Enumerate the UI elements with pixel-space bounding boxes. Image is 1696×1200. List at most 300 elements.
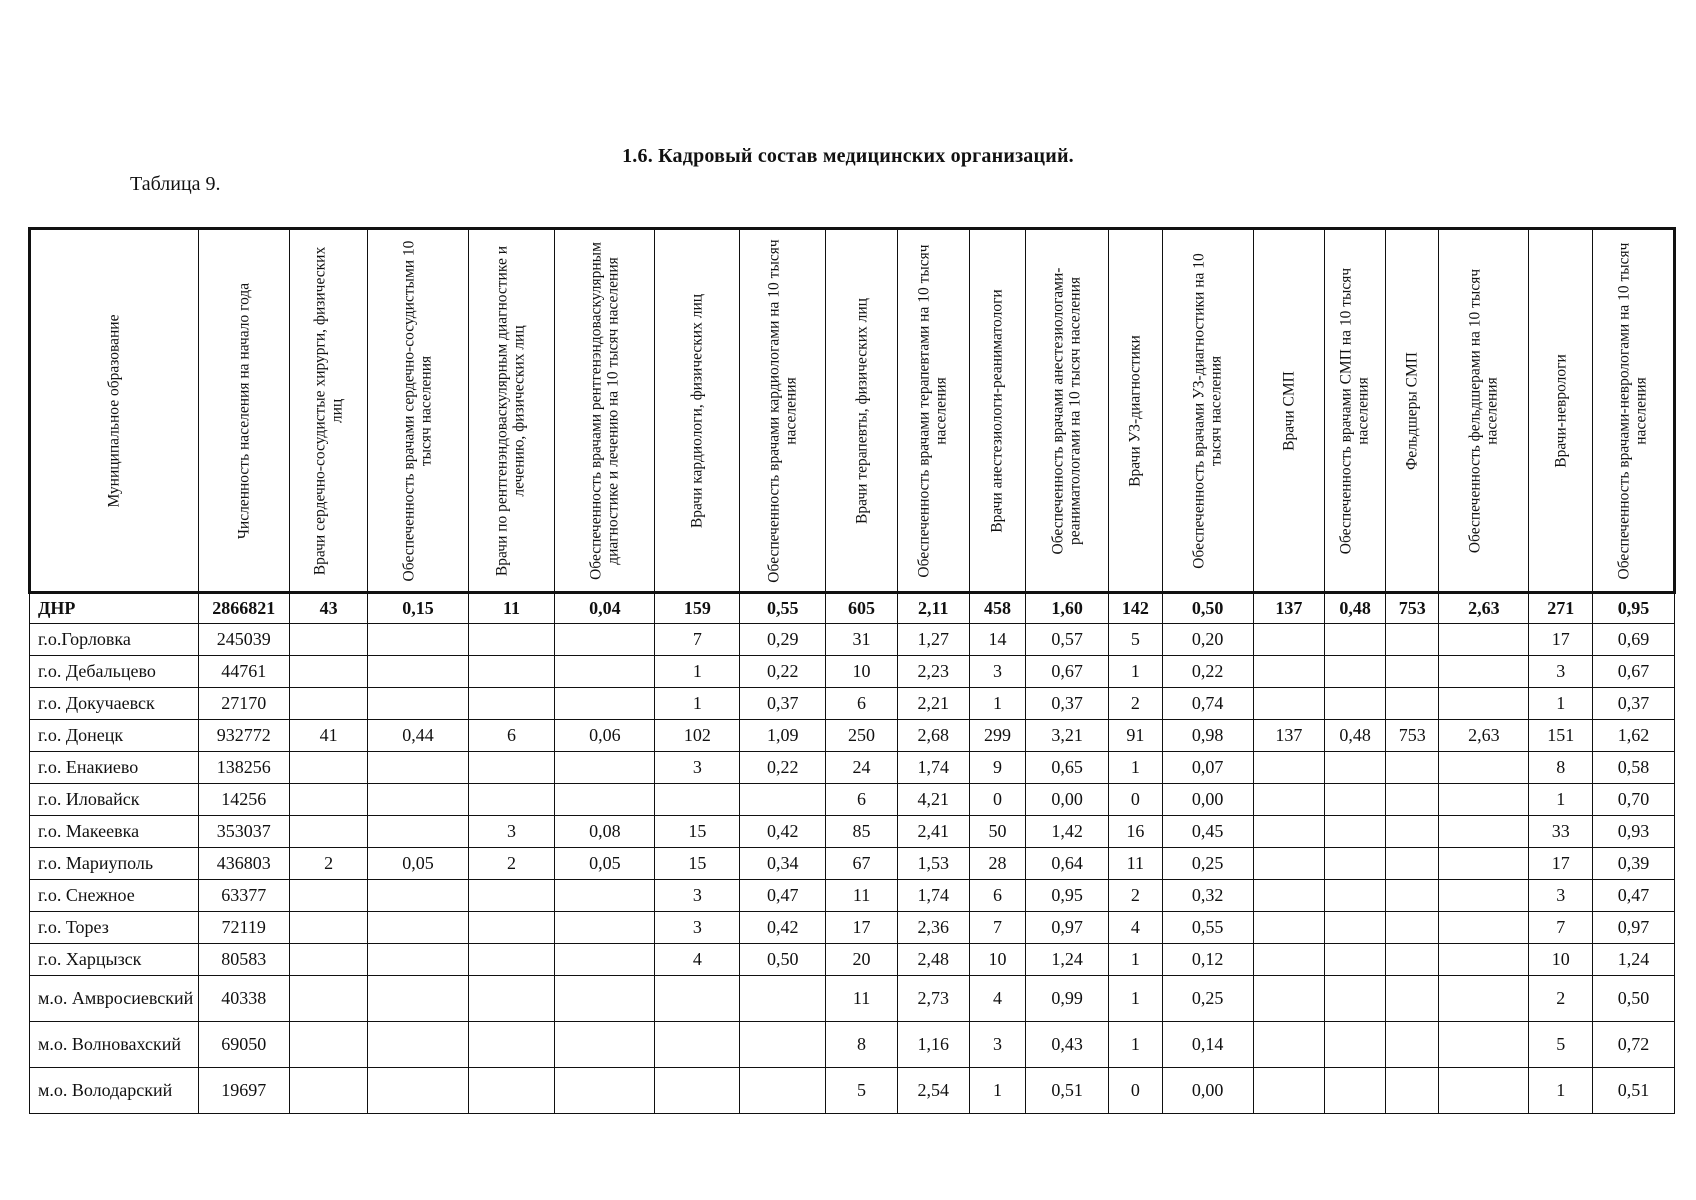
table-cell xyxy=(655,976,740,1022)
table-cell xyxy=(368,1068,468,1114)
column-header xyxy=(1325,229,1386,593)
table-row xyxy=(30,784,1675,816)
table-cell: 1,24 xyxy=(1026,944,1109,976)
table-cell xyxy=(1439,1068,1529,1114)
table-cell xyxy=(1385,944,1439,976)
table-cell xyxy=(1325,624,1386,656)
municipality-cell: г.о. Мариуполь xyxy=(30,848,199,880)
column-header xyxy=(969,229,1026,593)
table-cell: 85 xyxy=(826,816,898,848)
table-cell: 2,21 xyxy=(897,688,969,720)
table-cell: 0 xyxy=(1109,784,1163,816)
table-cell: 3 xyxy=(468,816,555,848)
municipality-cell: г.о. Торез xyxy=(30,912,199,944)
table-cell xyxy=(1439,944,1529,976)
column-header xyxy=(1439,229,1529,593)
table-cell: 2,48 xyxy=(897,944,969,976)
table-cell xyxy=(368,784,468,816)
table-cell: 31 xyxy=(826,624,898,656)
table-cell: 0,55 xyxy=(740,593,826,624)
table-cell: 2,41 xyxy=(897,816,969,848)
table-cell: 2,11 xyxy=(897,593,969,624)
table-cell xyxy=(468,880,555,912)
table-cell: 1 xyxy=(655,688,740,720)
table-cell xyxy=(740,784,826,816)
table-row xyxy=(30,880,1675,912)
table-cell: 15 xyxy=(655,816,740,848)
table-cell: 2,36 xyxy=(897,912,969,944)
table-cell xyxy=(555,656,655,688)
table-row-total xyxy=(30,593,1675,624)
table-cell xyxy=(1253,1068,1325,1114)
table-cell: 5 xyxy=(1109,624,1163,656)
table-cell: 2,68 xyxy=(897,720,969,752)
table-cell xyxy=(555,976,655,1022)
column-header xyxy=(740,229,826,593)
column-header-label: Врачи терапевты, физических лиц xyxy=(852,297,870,524)
table-cell xyxy=(1325,1068,1386,1114)
table-cell: 0,44 xyxy=(368,720,468,752)
column-header-label: Врачи кардиологи, физических лиц xyxy=(688,293,706,528)
table-cell xyxy=(468,976,555,1022)
table-cell xyxy=(1385,880,1439,912)
table-cell: 91 xyxy=(1109,720,1163,752)
table-cell xyxy=(1385,1022,1439,1068)
table-cell: 10 xyxy=(969,944,1026,976)
table-cell: 3 xyxy=(969,656,1026,688)
table-cell: 0,50 xyxy=(1593,976,1675,1022)
column-header xyxy=(1026,229,1109,593)
table-cell: 3 xyxy=(1529,656,1593,688)
column-header xyxy=(555,229,655,593)
table-cell: 353037 xyxy=(198,816,289,848)
table-row xyxy=(30,688,1675,720)
table-cell: 20 xyxy=(826,944,898,976)
table-cell: 151 xyxy=(1529,720,1593,752)
header-row xyxy=(30,229,1675,593)
table-cell: 63377 xyxy=(198,880,289,912)
table-cell: 3 xyxy=(655,912,740,944)
table-cell: 3 xyxy=(655,880,740,912)
table-cell: 299 xyxy=(969,720,1026,752)
table-cell: 50 xyxy=(969,816,1026,848)
column-header-municipality xyxy=(30,229,199,593)
staff-table xyxy=(28,227,1676,1114)
municipality-cell: ДНР xyxy=(30,593,199,624)
table-cell xyxy=(555,1068,655,1114)
table-cell xyxy=(1385,752,1439,784)
table-cell: 138256 xyxy=(198,752,289,784)
table-cell: 3 xyxy=(969,1022,1026,1068)
table-cell: 0,72 xyxy=(1593,1022,1675,1068)
column-header xyxy=(468,229,555,593)
table-cell: 0,97 xyxy=(1026,912,1109,944)
municipality-cell: г.о. Харцызск xyxy=(30,944,199,976)
table-cell: 17 xyxy=(1529,624,1593,656)
table-cell: 1,16 xyxy=(897,1022,969,1068)
table-cell xyxy=(468,688,555,720)
table-cell xyxy=(368,976,468,1022)
table-cell xyxy=(289,752,368,784)
table-cell: 10 xyxy=(826,656,898,688)
table-cell: 7 xyxy=(655,624,740,656)
table-cell: 4 xyxy=(655,944,740,976)
table-cell: 0,32 xyxy=(1162,880,1253,912)
table-cell xyxy=(1253,624,1325,656)
table-cell: 1 xyxy=(655,656,740,688)
table-cell xyxy=(289,688,368,720)
table-cell xyxy=(368,880,468,912)
table-cell: 9 xyxy=(969,752,1026,784)
table-cell xyxy=(1325,1022,1386,1068)
table-cell: 753 xyxy=(1385,720,1439,752)
table-cell: 0,67 xyxy=(1026,656,1109,688)
table-row xyxy=(30,816,1675,848)
table-cell: 0,48 xyxy=(1325,593,1386,624)
table-cell xyxy=(468,1068,555,1114)
table-cell: 1 xyxy=(1109,944,1163,976)
table-cell: 0,05 xyxy=(368,848,468,880)
table-cell: 0,12 xyxy=(1162,944,1253,976)
table-cell xyxy=(555,944,655,976)
table-cell: 4 xyxy=(1109,912,1163,944)
table-cell xyxy=(468,784,555,816)
table-cell: 0,37 xyxy=(740,688,826,720)
table-cell: 40338 xyxy=(198,976,289,1022)
table-cell: 28 xyxy=(969,848,1026,880)
table-cell xyxy=(1253,976,1325,1022)
table-cell: 0,99 xyxy=(1026,976,1109,1022)
table-cell: 14256 xyxy=(198,784,289,816)
table-cell: 2 xyxy=(289,848,368,880)
table-cell xyxy=(368,944,468,976)
table-cell: 24 xyxy=(826,752,898,784)
table-cell xyxy=(468,912,555,944)
table-cell: 0,67 xyxy=(1593,656,1675,688)
table-cell xyxy=(468,944,555,976)
table-cell xyxy=(289,1022,368,1068)
column-header-label: Обеспеченность фельдшерами на 10 тысяч населения xyxy=(1466,268,1501,553)
table-cell: 0,93 xyxy=(1593,816,1675,848)
table-row xyxy=(30,1022,1675,1068)
table-cell: 932772 xyxy=(198,720,289,752)
table-cell: 1,09 xyxy=(740,720,826,752)
table-cell xyxy=(468,1022,555,1068)
table-cell xyxy=(555,624,655,656)
table-cell xyxy=(555,752,655,784)
table-cell: 2 xyxy=(1109,880,1163,912)
table-cell: 0,37 xyxy=(1593,688,1675,720)
table-cell: 6 xyxy=(969,880,1026,912)
table-cell: 0,43 xyxy=(1026,1022,1109,1068)
table-cell xyxy=(1253,752,1325,784)
column-header-label: Врачи СМП xyxy=(1280,370,1298,451)
table-cell xyxy=(740,1068,826,1114)
table-cell xyxy=(289,1068,368,1114)
table-cell: 0,00 xyxy=(1026,784,1109,816)
table-header xyxy=(30,229,1675,593)
municipality-cell: г.о. Снежное xyxy=(30,880,199,912)
table-cell xyxy=(1385,1068,1439,1114)
column-header xyxy=(1529,229,1593,593)
table-cell: 11 xyxy=(826,880,898,912)
table-body xyxy=(30,593,1675,1114)
table-cell: 2,63 xyxy=(1439,593,1529,624)
column-header-label: Врачи сердечно-сосудистые хирурги, физических лиц xyxy=(311,246,346,575)
table-cell xyxy=(1385,784,1439,816)
table-cell: 436803 xyxy=(198,848,289,880)
table-row xyxy=(30,976,1675,1022)
table-cell: 69050 xyxy=(198,1022,289,1068)
table-cell: 0,00 xyxy=(1162,1068,1253,1114)
table-cell xyxy=(289,784,368,816)
table-cell: 250 xyxy=(826,720,898,752)
table-cell xyxy=(1325,784,1386,816)
table-cell: 8 xyxy=(826,1022,898,1068)
table-cell: 0,50 xyxy=(740,944,826,976)
table-cell xyxy=(468,624,555,656)
table-row xyxy=(30,912,1675,944)
table-cell xyxy=(368,912,468,944)
table-cell: 41 xyxy=(289,720,368,752)
table-cell xyxy=(289,912,368,944)
table-row xyxy=(30,624,1675,656)
municipality-cell: г.о. Макеевка xyxy=(30,816,199,848)
table-cell: 1,24 xyxy=(1593,944,1675,976)
table-cell: 0,95 xyxy=(1593,593,1675,624)
table-cell: 1 xyxy=(1109,752,1163,784)
column-header-label: Врачи УЗ-диагностики xyxy=(1126,334,1144,487)
table-cell xyxy=(468,752,555,784)
table-cell: 0,47 xyxy=(1593,880,1675,912)
table-cell xyxy=(555,688,655,720)
municipality-cell: г.о. Докучаевск xyxy=(30,688,199,720)
table-cell xyxy=(1253,944,1325,976)
table-cell: 1 xyxy=(1529,784,1593,816)
table-cell: 0,37 xyxy=(1026,688,1109,720)
table-cell xyxy=(368,624,468,656)
table-cell: 1 xyxy=(1529,1068,1593,1114)
table-cell xyxy=(1325,944,1386,976)
municipality-cell: г.о. Иловайск xyxy=(30,784,199,816)
table-cell: 0,64 xyxy=(1026,848,1109,880)
table-cell: 0,65 xyxy=(1026,752,1109,784)
table-cell: 8 xyxy=(1529,752,1593,784)
table-row xyxy=(30,848,1675,880)
table-cell: 458 xyxy=(969,593,1026,624)
table-cell: 2 xyxy=(1529,976,1593,1022)
table-cell: 0,25 xyxy=(1162,848,1253,880)
table-cell xyxy=(289,976,368,1022)
column-header-label: Обеспеченность врачами рентгенэндоваскулярным диагностике и лечению на 10 тысяч населения xyxy=(587,241,622,580)
table-cell: 2,54 xyxy=(897,1068,969,1114)
table-cell: 17 xyxy=(1529,848,1593,880)
table-cell: 2 xyxy=(1109,688,1163,720)
table-cell: 0,15 xyxy=(368,593,468,624)
table-cell: 159 xyxy=(655,593,740,624)
table-cell: 2,23 xyxy=(897,656,969,688)
table-cell xyxy=(1325,656,1386,688)
table-cell: 0,04 xyxy=(555,593,655,624)
table-cell: 7 xyxy=(1529,912,1593,944)
table-cell xyxy=(1385,656,1439,688)
table-cell: 0,34 xyxy=(740,848,826,880)
table-cell: 1,60 xyxy=(1026,593,1109,624)
table-cell: 1 xyxy=(1109,656,1163,688)
table-cell: 0,51 xyxy=(1026,1068,1109,1114)
table-cell: 0,55 xyxy=(1162,912,1253,944)
column-header-label: Муниципальное образование xyxy=(105,314,123,507)
column-header xyxy=(1593,229,1675,593)
table-cell xyxy=(555,880,655,912)
table-cell: 753 xyxy=(1385,593,1439,624)
table-cell: 16 xyxy=(1109,816,1163,848)
table-cell: 11 xyxy=(826,976,898,1022)
table-cell: 1 xyxy=(1529,688,1593,720)
column-header xyxy=(1253,229,1325,593)
table-cell: 0 xyxy=(1109,1068,1163,1114)
table-cell: 1 xyxy=(969,1068,1026,1114)
table-cell: 0 xyxy=(969,784,1026,816)
table-cell: 0,20 xyxy=(1162,624,1253,656)
municipality-cell: г.о.Горловка xyxy=(30,624,199,656)
table-cell: 33 xyxy=(1529,816,1593,848)
table-cell: 67 xyxy=(826,848,898,880)
table-cell: 44761 xyxy=(198,656,289,688)
table-cell: 43 xyxy=(289,593,368,624)
column-header-label: Врачи по рентгенэндоваскулярным диагностике и лечению, физических лиц xyxy=(494,245,529,576)
municipality-cell: м.о. Волновахский xyxy=(30,1022,199,1068)
table-cell: 102 xyxy=(655,720,740,752)
table-cell xyxy=(1439,656,1529,688)
column-header xyxy=(897,229,969,593)
table-cell xyxy=(368,656,468,688)
table-cell: 1,42 xyxy=(1026,816,1109,848)
table-cell: 11 xyxy=(1109,848,1163,880)
table-cell: 0,14 xyxy=(1162,1022,1253,1068)
table-cell: 4,21 xyxy=(897,784,969,816)
municipality-cell: г.о. Дебальцево xyxy=(30,656,199,688)
table-cell xyxy=(1325,880,1386,912)
table-cell: 7 xyxy=(969,912,1026,944)
column-header-label: Обеспеченность врачами-неврологами на 10 тысяч населения xyxy=(1615,242,1651,579)
table-cell xyxy=(1439,816,1529,848)
table-row xyxy=(30,944,1675,976)
table-cell xyxy=(289,944,368,976)
column-header xyxy=(289,229,368,593)
table-cell: 0,58 xyxy=(1593,752,1675,784)
table-cell xyxy=(289,656,368,688)
table-cell: 2866821 xyxy=(198,593,289,624)
table-cell xyxy=(1439,880,1529,912)
table-cell xyxy=(1385,976,1439,1022)
table-cell: 0,29 xyxy=(740,624,826,656)
table-cell: 2,73 xyxy=(897,976,969,1022)
page-title: 1.6. Кадровый состав медицинских организаций. xyxy=(622,145,1074,167)
table-cell xyxy=(740,1022,826,1068)
table-cell: 0,98 xyxy=(1162,720,1253,752)
table-cell: 0,22 xyxy=(1162,656,1253,688)
table-cell: 1 xyxy=(1109,976,1163,1022)
column-header xyxy=(368,229,468,593)
table-cell: 11 xyxy=(468,593,555,624)
column-header-label: Врачи-неврологи xyxy=(1552,353,1570,468)
table-cell xyxy=(1439,848,1529,880)
municipality-cell: м.о. Володарский xyxy=(30,1068,199,1114)
table-cell xyxy=(289,880,368,912)
table-cell: 0,42 xyxy=(740,816,826,848)
table-cell: 0,39 xyxy=(1593,848,1675,880)
table-cell: 27170 xyxy=(198,688,289,720)
column-header xyxy=(198,229,289,593)
table-cell: 3 xyxy=(655,752,740,784)
table-row xyxy=(30,752,1675,784)
table-cell: 605 xyxy=(826,593,898,624)
table-cell: 0,57 xyxy=(1026,624,1109,656)
table-cell xyxy=(1439,752,1529,784)
table-cell: 80583 xyxy=(198,944,289,976)
table-cell: 6 xyxy=(468,720,555,752)
table-cell: 72119 xyxy=(198,912,289,944)
table-cell xyxy=(1325,816,1386,848)
table-cell: 0,50 xyxy=(1162,593,1253,624)
column-header xyxy=(655,229,740,593)
table-cell: 14 xyxy=(969,624,1026,656)
table-cell xyxy=(368,816,468,848)
column-header-label: Численность населения на начало года xyxy=(235,282,253,539)
table-cell: 245039 xyxy=(198,624,289,656)
table-row xyxy=(30,720,1675,752)
municipality-cell: м.о. Амвросиевский xyxy=(30,976,199,1022)
column-header-label: Обеспеченность врачами анестезиологами-реаниматологами на 10 тысяч населения xyxy=(1049,267,1085,554)
table-cell: 0,22 xyxy=(740,752,826,784)
table-cell xyxy=(655,784,740,816)
table-cell xyxy=(1325,848,1386,880)
table-row xyxy=(30,1068,1675,1114)
table-cell: 271 xyxy=(1529,593,1593,624)
table-cell: 0,47 xyxy=(740,880,826,912)
table-cell: 0,51 xyxy=(1593,1068,1675,1114)
table-cell xyxy=(1385,624,1439,656)
table-cell xyxy=(740,976,826,1022)
table-cell: 5 xyxy=(1529,1022,1593,1068)
table-cell: 3,21 xyxy=(1026,720,1109,752)
column-header xyxy=(1385,229,1439,593)
table-cell xyxy=(1439,688,1529,720)
column-header-label: Обеспеченность врачами кардиологами на 10 тысяч населения xyxy=(765,238,800,583)
table-cell xyxy=(1253,880,1325,912)
table-cell: 3 xyxy=(1529,880,1593,912)
column-header-label: Обеспеченность врачами терапевтами на 10 тысяч населения xyxy=(915,243,951,578)
table-row xyxy=(30,656,1675,688)
table-cell: 1,74 xyxy=(897,880,969,912)
table-cell xyxy=(655,1022,740,1068)
table-cell: 0,45 xyxy=(1162,816,1253,848)
table-cell xyxy=(1253,656,1325,688)
table-cell: 0,95 xyxy=(1026,880,1109,912)
table-cell: 0,25 xyxy=(1162,976,1253,1022)
municipality-cell: г.о. Енакиево xyxy=(30,752,199,784)
column-header xyxy=(826,229,898,593)
table-cell: 19697 xyxy=(198,1068,289,1114)
table-cell: 0,06 xyxy=(555,720,655,752)
table-cell xyxy=(1253,784,1325,816)
table-cell: 0,00 xyxy=(1162,784,1253,816)
table-cell xyxy=(1439,624,1529,656)
table-cell: 0,97 xyxy=(1593,912,1675,944)
table-cell xyxy=(1253,848,1325,880)
table-cell: 0,08 xyxy=(555,816,655,848)
